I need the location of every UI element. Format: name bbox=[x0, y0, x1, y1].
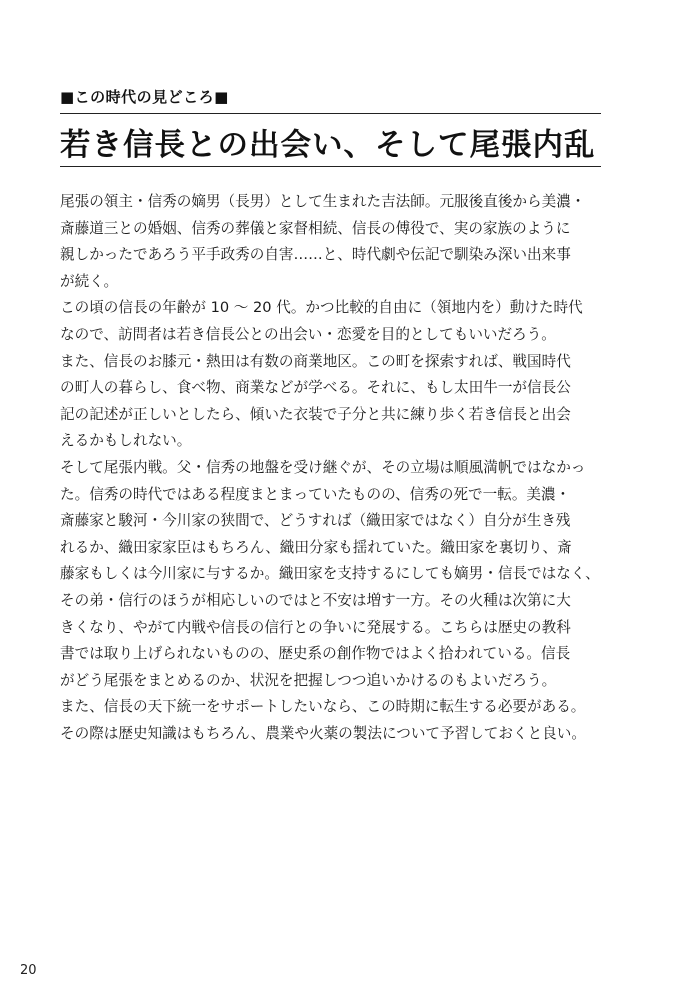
page-number: 20 bbox=[20, 963, 37, 978]
body-line: きくなり、やがて内戦や信長の信行との争いに発展する。こちらは歴史の教科 bbox=[60, 618, 571, 636]
section-label: ■この時代の見どころ■ bbox=[60, 88, 229, 106]
body-line: 藤家もしくは今川家に与するか。織田家を支持するにしても嫡男・信長ではなく、 bbox=[60, 565, 600, 583]
article-title: 若き信長との出会い、そして尾張内乱 bbox=[60, 127, 596, 163]
body-line: また、信長の天下統一をサポートしたいなら、この時期に転生する必要がある。 bbox=[60, 698, 586, 716]
body-line: 書では取り上げられないものの、歴史系の創作物ではよく拾われている。信長 bbox=[60, 645, 571, 663]
body-line: この頃の信長の年齢が 10 ～ 20 代。かつ比較的自由に（領地内を）動けた時代 bbox=[60, 299, 583, 317]
body-line: た。信秀の時代ではある程度まとまっていたものの、信秀の死で一転。美濃・ bbox=[60, 485, 571, 503]
title-top-rule bbox=[60, 113, 601, 114]
body-line: そして尾張内戦。父・信秀の地盤を受け継ぐが、その立場は順風満帆ではなかっ bbox=[60, 458, 586, 476]
body-line: なので、訪問者は若き信長公との出会い・恋愛を目的としてもいいだろう。 bbox=[60, 325, 556, 343]
body-line: 斎藤道三との婚姻、信秀の葬儀と家督相続、信長の傅役で、実の家族のように bbox=[60, 219, 571, 237]
body-line: が続く。 bbox=[60, 272, 119, 290]
body-line: 親しかったであろう平手政秀の自害……と、時代劇や伝記で馴染み深い出来事 bbox=[60, 246, 571, 264]
body-line: がどう尾張をまとめるのか、状況を把握しつつ追いかけるのもよいだろう。 bbox=[60, 671, 557, 689]
body-line: その弟・信行のほうが相応しいのではと不安は増す一方。その火種は次第に大 bbox=[60, 591, 571, 609]
article-body bbox=[60, 189, 620, 747]
body-line: れるか、織田家家臣はもちろん、織田分家も揺れていた。織田家を裏切り、斎 bbox=[60, 538, 572, 556]
body-line: 斎藤家と駿河・今川家の狭間で、どうすれば（織田家ではなく）自分が生き残 bbox=[60, 512, 571, 530]
body-line: また、信長のお膝元・熱田は有数の商業地区。この町を探索すれば、戦国時代 bbox=[60, 352, 571, 370]
body-line: えるかもしれない。 bbox=[60, 432, 192, 450]
body-line: の町人の暮らし、食べ物、商業などが学べる。それに、もし太田牛一が信長公 bbox=[60, 379, 571, 397]
title-bottom-rule bbox=[60, 166, 601, 167]
body-line: その際は歴史知識はもちろん、農業や火薬の製法について予習しておくと良い。 bbox=[60, 724, 586, 742]
body-line: 尾張の領主・信秀の嫡男（長男）として生まれた吉法師。元服後直後から美濃・ bbox=[60, 193, 586, 210]
body-line: 記の記述が正しいとしたら、傾いた衣装で子分と共に練り歩く若き信長と出会 bbox=[60, 405, 571, 423]
